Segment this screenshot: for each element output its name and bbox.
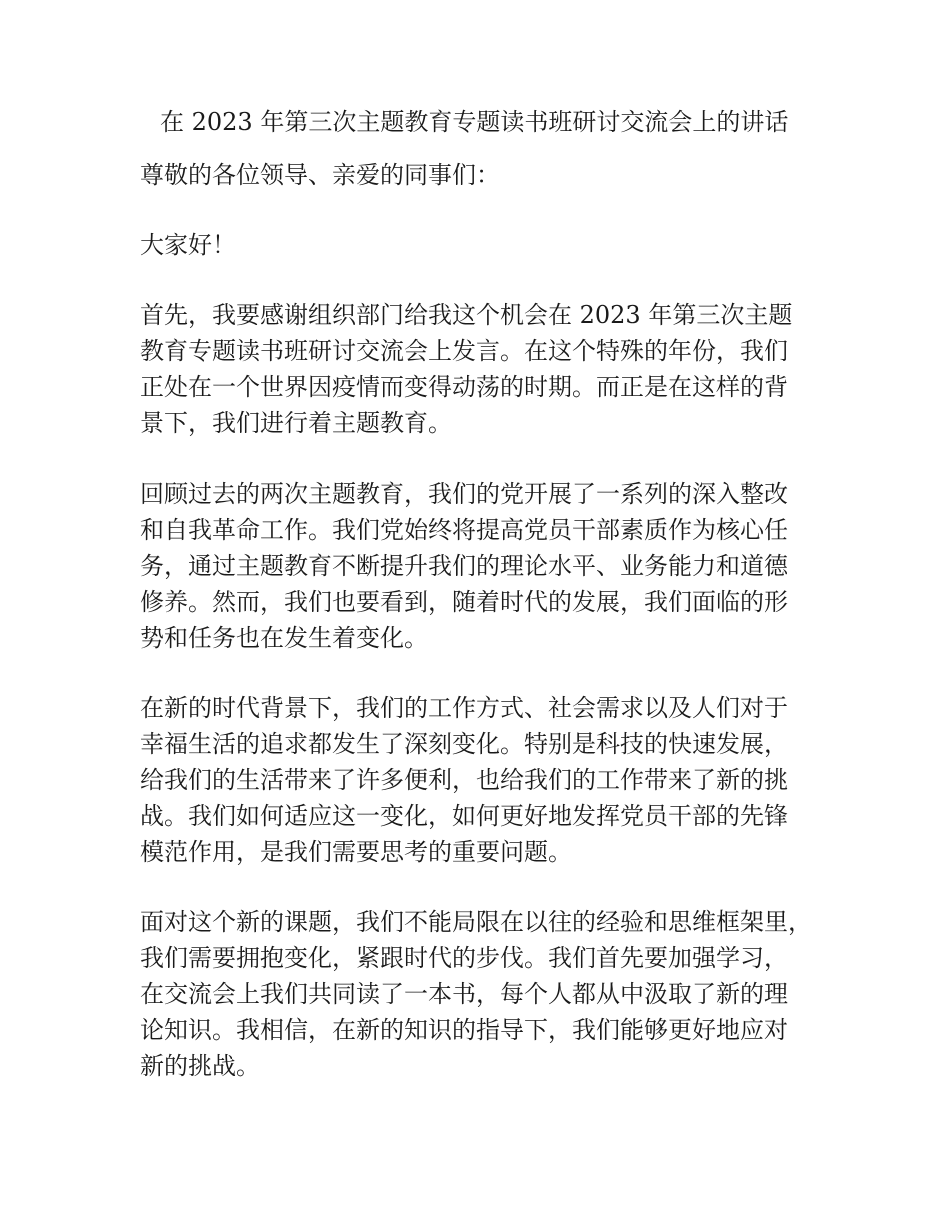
paragraph-line: 教育专题读书班研讨交流会上发言。在这个特殊的年份，我们 [140, 337, 788, 365]
paragraph-line: 景下，我们进行着主题教育。 [140, 409, 452, 437]
paragraph-line: 战。我们如何适应这一变化，如何更好地发挥党员干部的先锋 [140, 802, 788, 830]
document-title: 在 2023 年第三次主题教育专题读书班研讨交流会上的讲话 [160, 108, 789, 136]
salutation: 尊敬的各位领导、亲爱的同事们： [140, 161, 500, 189]
paragraph-line: 给我们的生活带来了许多便利，也给我们的工作带来了新的挑 [140, 766, 788, 794]
paragraph-line: 首先，我要感谢组织部门给我这个机会在 2023 年第三次主题 [140, 301, 793, 329]
paragraph-line: 面对这个新的课题，我们不能局限在以往的经验和思维框架里， [140, 908, 812, 936]
paragraph-line: 论知识。我相信，在新的知识的指导下，我们能够更好地应对 [140, 1016, 788, 1044]
paragraph-line: 我们需要拥抱变化，紧跟时代的步伐。我们首先要加强学习， [140, 944, 788, 972]
greeting: 大家好！ [140, 231, 236, 259]
paragraph-line: 幸福生活的追求都发生了深刻变化。特别是科技的快速发展， [140, 730, 788, 758]
paragraph-line: 务，通过主题教育不断提升我们的理论水平、业务能力和道德 [140, 552, 788, 580]
paragraph-line: 回顾过去的两次主题教育，我们的党开展了一系列的深入整改 [140, 480, 788, 508]
paragraph-line: 和自我革命工作。我们党始终将提高党员干部素质作为核心任 [140, 516, 788, 544]
paragraph-line: 势和任务也在发生着变化。 [140, 624, 428, 652]
paragraph-line: 在新的时代背景下，我们的工作方式、社会需求以及人们对于 [140, 694, 788, 722]
paragraph-line: 模范作用，是我们需要思考的重要问题。 [140, 838, 572, 866]
paragraph-line: 在交流会上我们共同读了一本书，每个人都从中汲取了新的理 [140, 980, 788, 1008]
paragraph-line: 修养。然而，我们也要看到，随着时代的发展，我们面临的形 [140, 588, 788, 616]
paragraph-line: 正处在一个世界因疫情而变得动荡的时期。而正是在这样的背 [140, 373, 788, 401]
paragraph-line: 新的挑战。 [140, 1052, 260, 1080]
